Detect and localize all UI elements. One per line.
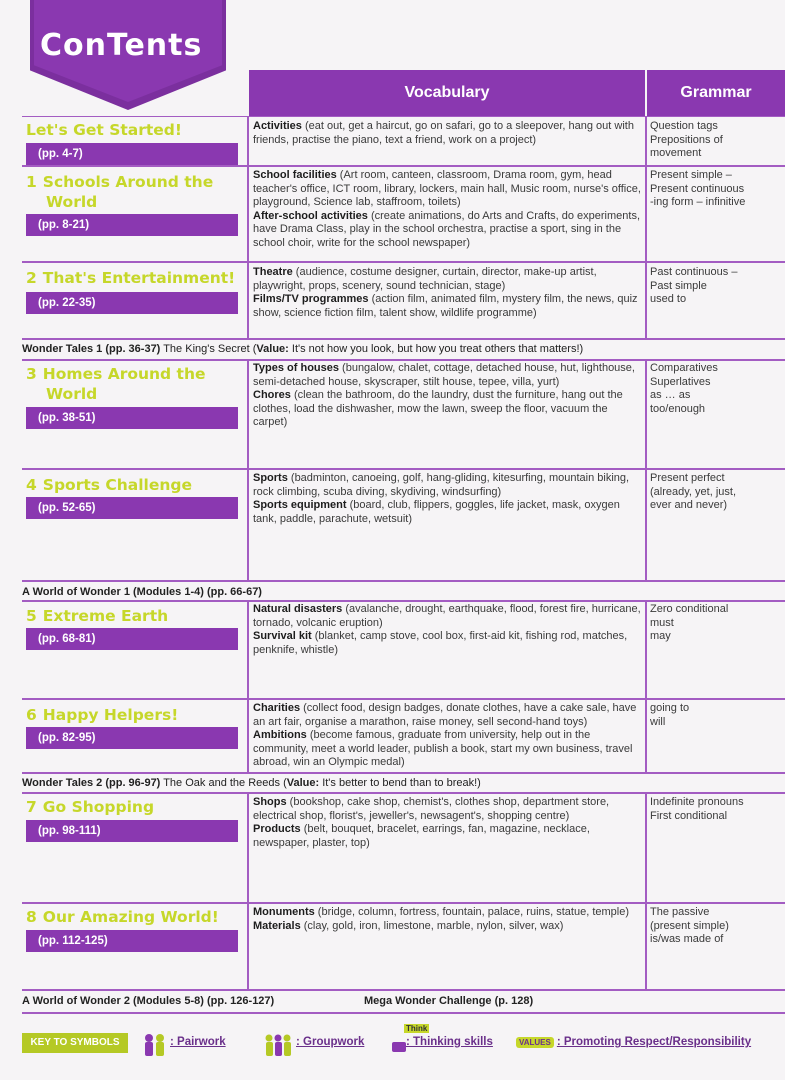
unit-title-text: Homes Around the <box>42 365 206 383</box>
grammar-item: Zero conditional <box>650 603 729 615</box>
unit-title <box>26 705 178 725</box>
vocabulary-term: Materials <box>253 919 301 932</box>
mega-wonder-challenge: Mega Wonder Challenge (p. 128) <box>364 995 534 1007</box>
thinking-skills-key: Think : Thinking skills <box>390 1036 493 1048</box>
world-of-wonder-2-row: A World of Wonder 2 (Modules 5-8) (pp. 126-127) Mega Wonder Challenge (p. 128) <box>22 995 534 1007</box>
vocabulary-entry <box>253 729 643 770</box>
divider <box>22 1012 785 1014</box>
grammar-cell <box>650 169 782 210</box>
grammar-item: Superlatives <box>650 375 711 388</box>
page-range-bar: (pp. 68-81) <box>26 628 238 650</box>
unit-title-text: That's Entertainment! <box>42 269 236 287</box>
vocabulary-list: (action film, animated film, mystery film, the news, quiz show, science fiction film, talent show, wildlife programme) <box>253 293 638 319</box>
vocabulary-cell <box>253 120 643 147</box>
grammar-cell <box>650 362 782 416</box>
grammar-cell <box>650 120 782 161</box>
divider <box>247 600 249 772</box>
unit-title <box>26 364 206 404</box>
vocabulary-list: (belt, bouquet, bracelet, earrings, fan, magazine, necklace, newspaper, plaster, top) <box>253 823 590 849</box>
divider <box>22 580 785 582</box>
grammar-cell <box>650 472 782 513</box>
divider <box>645 600 647 772</box>
vocabulary-cell <box>253 169 643 250</box>
grammar-cell <box>650 906 782 947</box>
unit-title <box>26 120 182 140</box>
groupwork-key: : Groupwork <box>262 1036 364 1048</box>
vocabulary-entry <box>253 796 643 823</box>
unit-title <box>26 797 154 817</box>
unit-title <box>26 907 219 927</box>
divider <box>22 338 785 340</box>
vocabulary-list: (bridge, column, fortress, fountain, palace, ruins, statue, temple) <box>314 906 629 918</box>
vocabulary-entry <box>253 362 643 389</box>
wonder-tales-1-row: Wonder Tales 1 (pp. 36-37) The King's Secret (Value: It's not how you look, but how you treat others that matters!) <box>22 343 584 355</box>
grammar-item: too/enough <box>650 402 706 415</box>
vocabulary-entry <box>253 823 643 850</box>
vocabulary-list: (blanket, camp stove, cool box, first-aid kit, fishing rod, matches, penknife, whistle) <box>253 630 628 656</box>
grammar-item: (present simple) <box>650 919 729 932</box>
vocabulary-cell <box>253 472 643 526</box>
vocabulary-list: (clay, gold, iron, limestone, marble, nylon, silver, wax) <box>300 919 564 932</box>
grammar-item: used to <box>650 293 687 305</box>
vocabulary-list: (collect food, design badges, donate clothes, have a cake sale, have an art fair, organise a marathon, raise money, sell second-hand toys) <box>253 702 637 728</box>
unit-number: 5 <box>26 607 37 625</box>
unit-number: 4 <box>26 476 37 494</box>
page-title: ConTents <box>40 28 203 63</box>
divider <box>22 698 785 700</box>
vocabulary-entry <box>253 920 643 934</box>
grammar-item: Present perfect <box>650 472 725 484</box>
divider <box>22 261 785 263</box>
unit-number: 3 <box>26 365 37 383</box>
vocabulary-entry <box>253 293 643 320</box>
vocabulary-cell <box>253 796 643 850</box>
page-range-bar: (pp. 8-21) <box>26 214 238 236</box>
unit-title-text: Let's Get Started! <box>26 121 182 139</box>
vocabulary-entry <box>253 169 643 210</box>
grammar-item: will <box>650 715 666 728</box>
vocabulary-list: (audience, costume designer, curtain, director, make-up artist, playwright, props, scenery, sound technician, stage) <box>253 266 597 292</box>
vocabulary-term: School facilities <box>253 169 337 181</box>
grammar-item: Present continuous <box>650 182 745 195</box>
vocabulary-term: Chores <box>253 389 291 401</box>
grammar-item: The passive <box>650 906 710 918</box>
unit-title-text: World <box>46 193 98 211</box>
divider <box>645 792 647 990</box>
vocabulary-list: (badminton, canoeing, golf, hang-gliding, kitesurfing, mountain biking, rock climbing, scuba diving, skydiving, windsurfing) <box>253 472 630 498</box>
grammar-item: may <box>650 630 671 642</box>
unit-title-text: Happy Helpers! <box>42 706 179 724</box>
world-of-wonder-1-row: A World of Wonder 1 (Modules 1-4) (pp. 66-67) <box>22 586 262 598</box>
divider <box>247 360 249 582</box>
vocabulary-term: Films/TV programmes <box>253 293 369 305</box>
grammar-item: -ing form – infinitive <box>650 196 746 208</box>
grammar-item: Present simple – <box>650 169 732 181</box>
vocabulary-term: Monuments <box>253 906 315 918</box>
groupwork-icon <box>262 1032 296 1060</box>
unit-title-text: Go Shopping <box>42 798 155 816</box>
divider <box>22 165 785 167</box>
vocabulary-entry <box>253 472 643 499</box>
vocabulary-list: (Art room, canteen, classroom, Drama room, gym, head teacher's office, ICT room, library, lockers, main hall, Music room, nurse's office, playground, Science lab, staffroom, toilets) <box>253 169 641 208</box>
divider <box>247 792 249 990</box>
page-range-bar: (pp. 4-7) <box>26 143 238 165</box>
grammar-cell <box>650 266 782 307</box>
vocabulary-entry <box>253 266 643 293</box>
vocabulary-header: Vocabulary <box>249 70 645 116</box>
vocabulary-cell <box>253 266 643 320</box>
vocabulary-term: Sports <box>253 472 288 484</box>
grammar-item: (already, yet, just, <box>650 485 736 498</box>
grammar-item: Past continuous – <box>650 266 738 278</box>
values-key: VALUES : Promoting Respect/Responsibility <box>516 1036 751 1048</box>
wonder-tales-2-row: Wonder Tales 2 (pp. 96-97) The Oak and the Reeds (Value: It's better to bend than to break!) <box>22 777 481 789</box>
key-to-symbols <box>22 1024 785 1060</box>
unit-title <box>26 475 192 495</box>
divider <box>22 468 785 470</box>
grammar-item: Prepositions of <box>650 133 723 146</box>
page-range-bar: (pp. 82-95) <box>26 727 238 749</box>
pairwork-key: : Pairwork <box>140 1036 226 1048</box>
grammar-item: as … as <box>650 389 691 401</box>
vocabulary-term: After-school activities <box>253 209 368 222</box>
vocabulary-entry <box>253 210 643 251</box>
unit-number: 6 <box>26 706 37 724</box>
divider <box>22 902 785 904</box>
vocabulary-term: Products <box>253 823 301 835</box>
unit-title <box>26 268 235 288</box>
vocabulary-list: (become famous, graduate from university, help out in the community, meet a world leader, publish a book, start my own business, travel abroad, win an Olympic medal) <box>253 729 633 768</box>
thinking-icon <box>390 1032 408 1054</box>
grammar-item: is/was made of <box>650 933 724 945</box>
vocabulary-entry <box>253 499 643 526</box>
grammar-item: Comparatives <box>650 362 718 374</box>
unit-title-text: Extreme Earth <box>42 607 169 625</box>
unit-number: 8 <box>26 908 37 926</box>
divider <box>22 772 785 774</box>
vocabulary-entry <box>253 630 643 657</box>
page-range-bar: (pp. 22-35) <box>26 292 238 314</box>
key-label: KEY TO SYMBOLS <box>22 1033 128 1053</box>
divider <box>22 600 785 602</box>
vocabulary-list: (bungalow, chalet, cottage, detached house, hut, lighthouse, semi-detached house, skyscraper, stilt house, tepee, villa, yurt) <box>253 362 635 388</box>
page-range-bar: (pp. 52-65) <box>26 497 238 519</box>
vocabulary-term: Ambitions <box>253 729 307 741</box>
values-icon: VALUES <box>516 1037 554 1048</box>
unit-title <box>26 606 168 626</box>
page-range-bar: (pp. 98-111) <box>26 820 238 842</box>
vocabulary-term: Charities <box>253 702 301 714</box>
grammar-item: Indefinite pronouns <box>650 796 744 808</box>
vocabulary-term: Types of houses <box>253 362 339 374</box>
vocabulary-entry <box>253 906 643 920</box>
vocabulary-term: Shops <box>253 796 287 808</box>
vocabulary-list: (bookshop, cake shop, chemist's, clothes shop, department store, electrical shop, florist's, jeweller's, newsagent's, shopping centre) <box>253 796 610 822</box>
divider <box>645 116 647 338</box>
grammar-cell <box>650 796 782 823</box>
vocabulary-term: Natural disasters <box>253 603 343 615</box>
vocabulary-list: (eat out, get a haircut, go on safari, go to a sleepover, hang out with friends, practise the piano, text a friend, work on a project) <box>253 120 634 146</box>
vocabulary-entry <box>253 120 643 147</box>
unit-title-text: Schools Around the <box>42 173 214 191</box>
grammar-item: must <box>650 616 674 629</box>
grammar-item: movement <box>650 147 702 159</box>
unit-title <box>26 172 213 212</box>
vocabulary-list: (clean the bathroom, do the laundry, dust the furniture, hang out the clothes, load the dishwasher, mow the lawn, sweep the floor, vacuum the carpet) <box>253 389 623 428</box>
vocabulary-term: Activities <box>253 120 302 132</box>
vocabulary-cell <box>253 362 643 430</box>
pairwork-icon <box>140 1032 170 1060</box>
vocabulary-list: (board, club, flippers, goggles, life jacket, mask, oxygen tank, paddle, parachute, wetsuit) <box>253 499 620 525</box>
grammar-item: Past simple <box>650 279 707 292</box>
grammar-item: ever and never) <box>650 499 728 511</box>
grammar-item: First conditional <box>650 809 728 822</box>
unit-title-text: World <box>46 385 98 403</box>
unit-number: 7 <box>26 798 37 816</box>
grammar-cell <box>650 603 782 644</box>
divider <box>22 359 785 361</box>
unit-number: 2 <box>26 269 37 287</box>
divider <box>22 116 785 117</box>
page-range-bar: (pp. 38-51) <box>26 407 238 429</box>
think-tag: Think <box>406 1024 428 1033</box>
vocabulary-cell <box>253 906 643 933</box>
divider <box>247 116 249 338</box>
vocabulary-term: Survival kit <box>253 630 312 642</box>
grammar-item: going to <box>650 702 690 714</box>
unit-title-text: Sports Challenge <box>42 476 193 494</box>
vocabulary-cell <box>253 702 643 770</box>
divider <box>22 989 785 991</box>
vocabulary-term: Theatre <box>253 266 293 278</box>
vocabulary-term: Sports equipment <box>253 499 347 511</box>
vocabulary-cell <box>253 603 643 657</box>
vocabulary-entry <box>253 702 643 729</box>
vocabulary-list: (create animations, do Arts and Crafts, do experiments, have Drama Class, play in the school orchestra, practise a sport, sing in the school choir, write for the school newspaper) <box>253 209 640 249</box>
unit-number: 1 <box>26 173 37 191</box>
grammar-cell <box>650 702 782 729</box>
divider <box>645 360 647 582</box>
vocabulary-list: (avalanche, drought, earthquake, flood, forest fire, hurricane, tornado, volcanic eruption) <box>253 603 641 629</box>
page-range-bar: (pp. 112-125) <box>26 930 238 952</box>
grammar-header: Grammar <box>647 70 785 116</box>
grammar-item: Question tags <box>650 120 718 132</box>
vocabulary-entry <box>253 389 643 430</box>
vocabulary-entry <box>253 603 643 630</box>
divider <box>22 792 785 794</box>
unit-title-text: Our Amazing World! <box>42 908 219 926</box>
